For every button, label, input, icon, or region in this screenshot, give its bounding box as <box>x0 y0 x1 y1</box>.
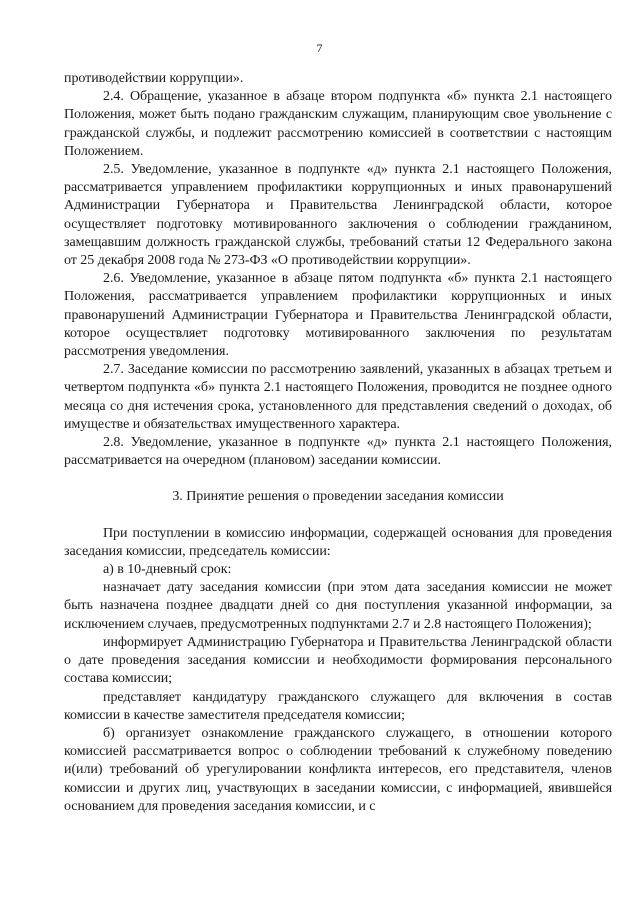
section-intro-paragraph: При поступлении в комиссию информации, содержащей основания для проведения заседания комиссии, председатель комиссии: <box>64 525 612 559</box>
page-number: 7 <box>316 41 323 55</box>
subitem-a-inform: информирует Администрацию Губернатора и Правительства Ленинградской области о дате проведения заседания комиссии и необходимости формирования персонального состава комиссии; <box>64 634 612 687</box>
paragraph-continuation: противодействии коррупции». <box>64 71 244 86</box>
subitem-a-date: назначает дату заседания комиссии (при этом дата заседания комиссии не может быть назначена позднее двадцати дней со дня поступления указанной информации, за исключением случаев, предусмотренных подпунктами 2.7 и 2.8 настоящего Положения); <box>64 580 612 632</box>
paragraph-2-5: 2.5. Уведомление, указанное в подпункте «д» пункта 2.1 настоящего Положения, рассматривается управлением профилактики коррупционных и иных правонарушений Администрации Губернатора и Правительства Ленинградской области, которое осуществляет подготовку мотивированного заключения о соблюдении гражданином, замещавшим должность гражданской службы, требований статьи 12 Федерального закона от 25 декабря 2008 года № 273-ФЗ «О противодействии коррупции». <box>64 162 612 269</box>
document-body <box>64 70 612 816</box>
paragraph-2-6: 2.6. Уведомление, указанное в абзаце пятом подпункта «б» пункта 2.1 настоящего Положения, рассматривается управлением профилактики коррупционных и иных правонарушений Администрации Губернатора и Правительства Ленинградской области, которое осуществляет подготовку мотивированного заключения по результатам рассмотрения уведомления. <box>64 271 612 360</box>
subitem-a: а) в 10-дневный срок: <box>103 562 232 578</box>
paragraph-2-8: 2.8. Уведомление, указанное в подпункте «д» пункта 2.1 настоящего Положения, рассматривается на очередном (плановом) заседании комиссии. <box>64 435 612 469</box>
section-heading: 3. Принятие решения о проведении заседания комиссии <box>172 489 504 505</box>
paragraph-2-7: 2.7. Заседание комиссии по рассмотрению заявлений, указанных в абзацах третьем и четвертом подпункта «б» пункта 2.1 настоящего Положения, проводится не позднее одного месяца со дня истечения срока, установленного для представления сведений о доходах, об имуществе и обязательствах имущественного характера. <box>64 362 612 432</box>
paragraph-2-4: 2.4. Обращение, указанное в абзаце втором подпункта «б» пункта 2.1 настоящего Положения, может быть подано гражданским служащим, планирующим свое увольнение с гражданской службы, и подлежит рассмотрению комиссией в соответствии с настоящим Положением. <box>64 89 612 159</box>
subitem-b: б) организует ознакомление гражданского служащего, в отношении которого комиссией рассматривается вопрос о соблюдении требований к служебному поведению и(или) требований об урегулировании конфликта интересов, его представителя, членов комиссии и других лиц, участвующих в заседании комиссии, с информацией, явившейся основанием для проведения заседания комиссии, и с <box>64 725 612 814</box>
subitem-a-candidate: представляет кандидатуру гражданского служащего для включения в состав комиссии в качестве заместителя председателя комиссии; <box>64 689 612 723</box>
